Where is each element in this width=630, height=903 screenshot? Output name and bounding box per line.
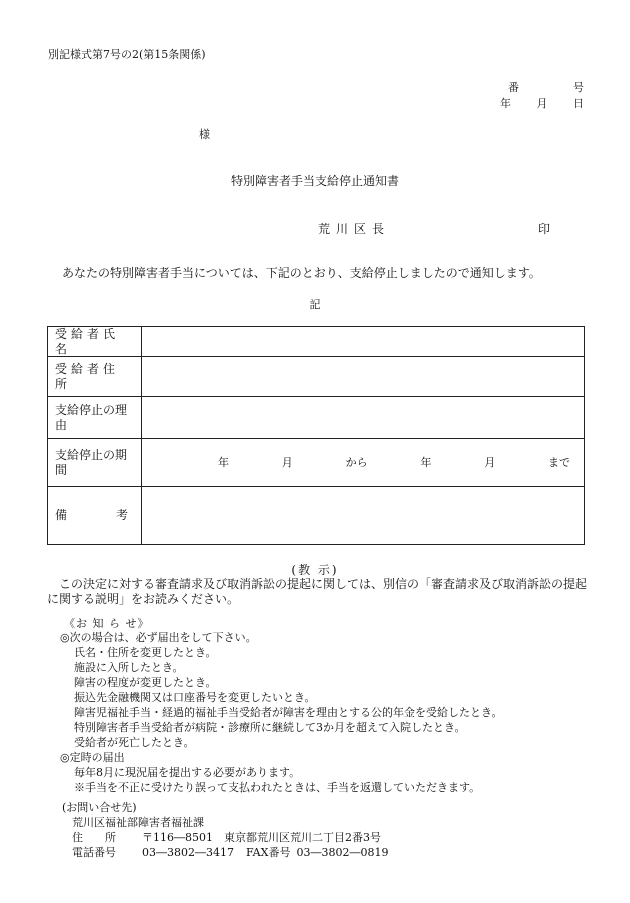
phone-value: 03―3802―3417 [142,846,234,859]
inquiry-block [62,800,388,860]
list-item: 氏名・住所を変更したとき。 [74,646,217,659]
form-reference: 別記様式第7号の2(第15条関係) [48,48,206,61]
stop-period-label: 支給停止の期間 [48,439,142,487]
instruction-body: この決定に対する審査請求及び取消訴訟の提起に関しては、別信の「審査請求及び取消訴訟の提起に関する説明」をお読みください。 [47,577,588,606]
notice-section-title: ◎定時の届出 [60,751,125,764]
document-title: 特別障害者手当支給停止通知書 [230,174,399,188]
list-item: 障害児福祉手当・経過的福祉手当受給者が障害を理由とする公的年金を受給したとき。 [74,706,503,719]
list-item: ※手当を不正に受けたり誤って支払われたときは、手当を返還していただきます。 [74,781,481,794]
table-row [48,397,585,439]
remarks-label [48,487,142,545]
stop-period-field [142,439,585,487]
table-row [48,439,585,487]
remarks-field [142,487,585,545]
period-to-month: 月 [484,455,496,469]
recipient-address-label: 受給者住所 [48,357,142,397]
recipient-address-field [142,357,585,397]
notice-section-title: ◎次の場合は、必ず届出をして下さい。 [60,631,257,644]
issuer-name: 荒川区長 [318,222,391,236]
inquiry-phone-row [62,845,388,860]
list-item: 障害の程度が変更したとき。 [74,676,217,689]
list-item: 施設に入所したとき。 [74,661,184,674]
remarks-label-char-2: 考 [115,508,128,523]
table-row [48,357,585,397]
inquiry-department: 荒川区福祉部障害者福祉課 [72,816,204,829]
inquiry-address-row [62,830,388,845]
list-item: 特別障害者手当受給者が病院・診療所に継続して3か月を超えて入院したとき。 [74,721,466,734]
stop-reason-field [142,397,585,439]
remarks-label-char-1: 備 [55,508,68,523]
ki-heading: 記 [309,298,321,311]
period-made: まで [547,455,570,469]
list-item: 毎年8月に現況届を提出する必要があります。 [74,766,301,779]
fax-label: FAX番号 [246,846,291,859]
date-year: 年 [500,97,511,110]
instruction-heading: (教 示) [291,563,339,577]
document-number-row [508,81,584,94]
number-label: 番 [508,81,519,94]
list-item: 受給者が死亡したとき。 [74,736,195,749]
date-month: 月 [536,97,548,110]
notice-heading: 《お 知 ら せ》 [64,617,150,630]
addressee-suffix: 様 [199,128,210,141]
seal-mark: 印 [538,222,551,236]
period-from-year: 年 [218,455,229,469]
stop-reason-label: 支給停止の理由 [48,397,142,439]
inquiry-heading: (お問い合せ先) [62,801,137,814]
date-day: 日 [573,97,584,110]
intro-text: あなたの特別障害者手当については、下記のとおり、支給停止しましたので通知します。 [62,266,541,280]
recipient-name-field [142,327,585,357]
recipient-name-label: 受給者氏名 [48,327,142,357]
table-row [48,487,585,545]
period-kara: から [345,455,368,469]
document-date-row [500,97,584,110]
table-row [48,327,585,357]
fax-value: 03―3802―0819 [296,846,389,859]
address-label: 住 所 [72,831,116,844]
period-from-month: 月 [281,455,293,469]
period-to-year: 年 [420,455,432,469]
recipient-info-table [47,326,585,545]
number-suffix: 号 [573,81,584,94]
list-item: 振込先金融機関又は口座番号を変更したいとき。 [74,691,316,704]
address-value: 〒116―8501 東京都荒川区荒川二丁目2番3号 [142,831,381,844]
phone-label: 電話番号 [72,846,116,859]
notice-list [60,630,503,795]
